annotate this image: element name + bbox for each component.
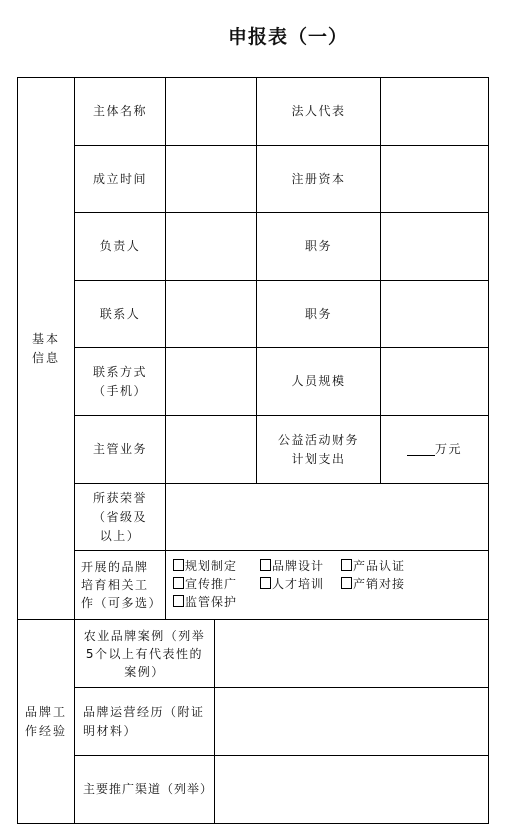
input-charity-budget[interactable] <box>381 416 488 483</box>
label-legal-rep: 法人代表 <box>291 104 346 118</box>
label-promo-channels: 主要推广渠道（列举） <box>83 782 214 796</box>
label-main-business: 主管业务 <box>92 442 147 456</box>
checkbox-icon <box>341 577 352 589</box>
label-charity-budget: 公益活动财务计划支出 <box>277 432 359 466</box>
option-supervision[interactable]: 监管保护 <box>173 594 237 610</box>
label-honors: 所获荣誉（省级及以上） <box>92 490 147 543</box>
input-contact[interactable] <box>166 281 256 347</box>
input-legal-rep[interactable] <box>381 78 488 145</box>
unit-wan: 万元 <box>434 442 462 456</box>
option-production-sales[interactable]: 产销对接 <box>341 576 405 592</box>
checkbox-icon <box>260 559 271 571</box>
input-promo-channels[interactable] <box>215 756 488 823</box>
section-basic-info: 基本信息 <box>31 331 60 365</box>
section-brand-experience: 品牌工作经验 <box>24 704 67 738</box>
input-staff-size[interactable] <box>381 348 488 415</box>
option-planning[interactable]: 规划制定 <box>173 558 237 574</box>
checkbox-icon <box>173 559 184 571</box>
input-entity-name[interactable] <box>166 78 256 145</box>
checkbox-icon <box>173 595 184 607</box>
input-contact-phone[interactable] <box>166 348 256 415</box>
option-promotion[interactable]: 宣传推广 <box>173 576 237 592</box>
input-founded[interactable] <box>166 146 256 212</box>
label-entity-name: 主体名称 <box>92 104 147 118</box>
amount-blank <box>407 443 435 456</box>
label-position-2: 职务 <box>304 306 332 321</box>
input-reg-capital[interactable] <box>381 146 488 212</box>
label-leader: 负责人 <box>99 239 141 253</box>
label-staff-size: 人员规模 <box>291 374 346 388</box>
option-brand-design[interactable]: 品牌设计 <box>260 558 324 574</box>
input-brand-experience[interactable] <box>215 688 488 755</box>
input-main-business[interactable] <box>166 416 256 483</box>
label-contact-phone: 联系方式（手机） <box>92 364 147 398</box>
label-brand-work: 开展的品牌培育相关工作（可多选） <box>81 560 163 610</box>
input-position-1[interactable] <box>381 213 488 280</box>
label-brand-experience: 品牌运营经历（附证明材料） <box>83 704 205 738</box>
input-position-2[interactable] <box>381 281 488 347</box>
label-contact: 联系人 <box>99 306 141 321</box>
label-reg-capital: 注册资本 <box>291 171 346 186</box>
input-leader[interactable] <box>166 213 256 280</box>
brand-work-options <box>166 551 488 619</box>
label-position-1: 职务 <box>304 239 332 253</box>
label-brand-cases: 农业品牌案例（列举5个以上有代表性的案例） <box>83 628 206 679</box>
checkbox-icon <box>341 559 352 571</box>
checkbox-icon <box>260 577 271 589</box>
page-title: 申报表（一） <box>227 26 348 48</box>
label-founded: 成立时间 <box>92 171 147 186</box>
input-brand-cases[interactable] <box>215 620 488 687</box>
option-talent-training[interactable]: 人才培训 <box>260 576 324 592</box>
input-honors[interactable] <box>166 484 488 550</box>
checkbox-icon <box>173 577 184 589</box>
option-product-cert[interactable]: 产品认证 <box>341 558 405 574</box>
